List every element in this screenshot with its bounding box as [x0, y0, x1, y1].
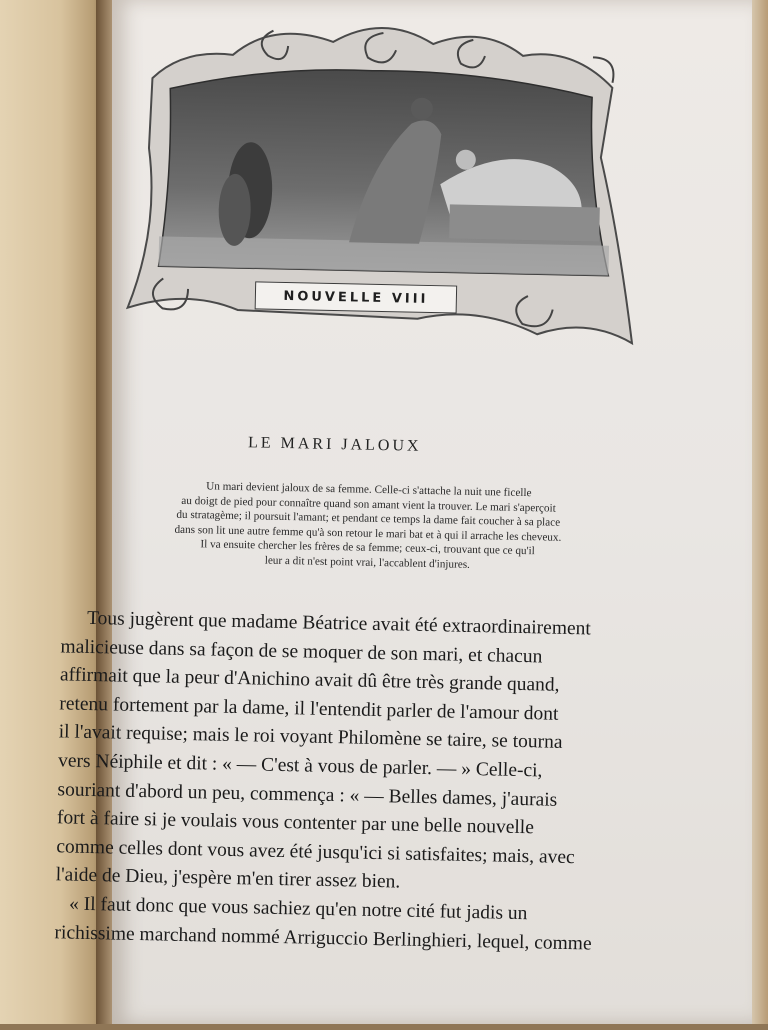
- body-line: richissime marchand nommé Arriguccio Berlinghieri, lequel, comme: [54, 921, 592, 955]
- summary-line: Il va ensuite chercher les frères de sa femme; ceux-ci, trouvant que ce qu'il: [200, 538, 535, 558]
- body-line: retenu fortement par la dame, il l'entendit parler de l'amour dont: [59, 693, 559, 725]
- story-title: LE MARI JALOUX: [247, 434, 422, 455]
- summary-line: du stratagème; il poursuit l'amant; et pendant ce temps la dame fait coucher à sa place: [176, 508, 561, 529]
- summary-line: leur a dit n'est point vrai, l'accablent d'injures.: [264, 554, 471, 571]
- summary-line: Un mari devient jaloux de sa femme. Celle-ci s'attache la nuit une ficelle: [206, 480, 532, 500]
- book-page: [54, 0, 752, 1024]
- body-line: il l'avait requise; mais le roi voyant Philomène se taire, se tourna: [58, 721, 563, 754]
- page-stack-edge: [750, 0, 768, 1024]
- body-line: souriant d'abord un peu, commença : « — Belles dames, j'aurais: [57, 778, 558, 811]
- body-line: « Il faut donc que vous sachiez qu'en notre cité fut jadis un: [68, 893, 528, 925]
- body-line: l'aide de Dieu, j'espère m'en tirer assez bien.: [55, 864, 401, 893]
- body-line: malicieuse dans sa façon de se moquer de son mari, et chacun: [60, 635, 543, 668]
- page-content: [54, 0, 744, 1030]
- body-line: affirmait que la peur d'Anichino avait dû être très grande quand,: [59, 664, 560, 696]
- summary-line: dans son lit une autre femme qu'à son retour le mari bat et à qui il arrache les cheveux.: [174, 523, 562, 544]
- body-line: vers Néiphile et dit : « — C'est à vous de parler. — » Celle-ci,: [57, 750, 543, 782]
- chapter-label: NOUVELLE VIII: [255, 281, 458, 313]
- body-line: Tous jugèrent que madame Béatrice avait été extraordinairement: [86, 607, 592, 640]
- summary-line: au doigt de pied pour connaître quand son amant vient la trouver. Le mari s'aperçoit: [181, 494, 556, 515]
- chapter-illustration: [117, 8, 644, 355]
- body-paragraphs: [54, 604, 621, 959]
- body-line: comme celles dont vous avez été jusqu'ici si satisfaites; mais, avec: [56, 836, 575, 868]
- story-summary: [112, 477, 624, 575]
- body-line: fort à faire si je voulais vous contenter par une belle nouvelle: [56, 807, 535, 839]
